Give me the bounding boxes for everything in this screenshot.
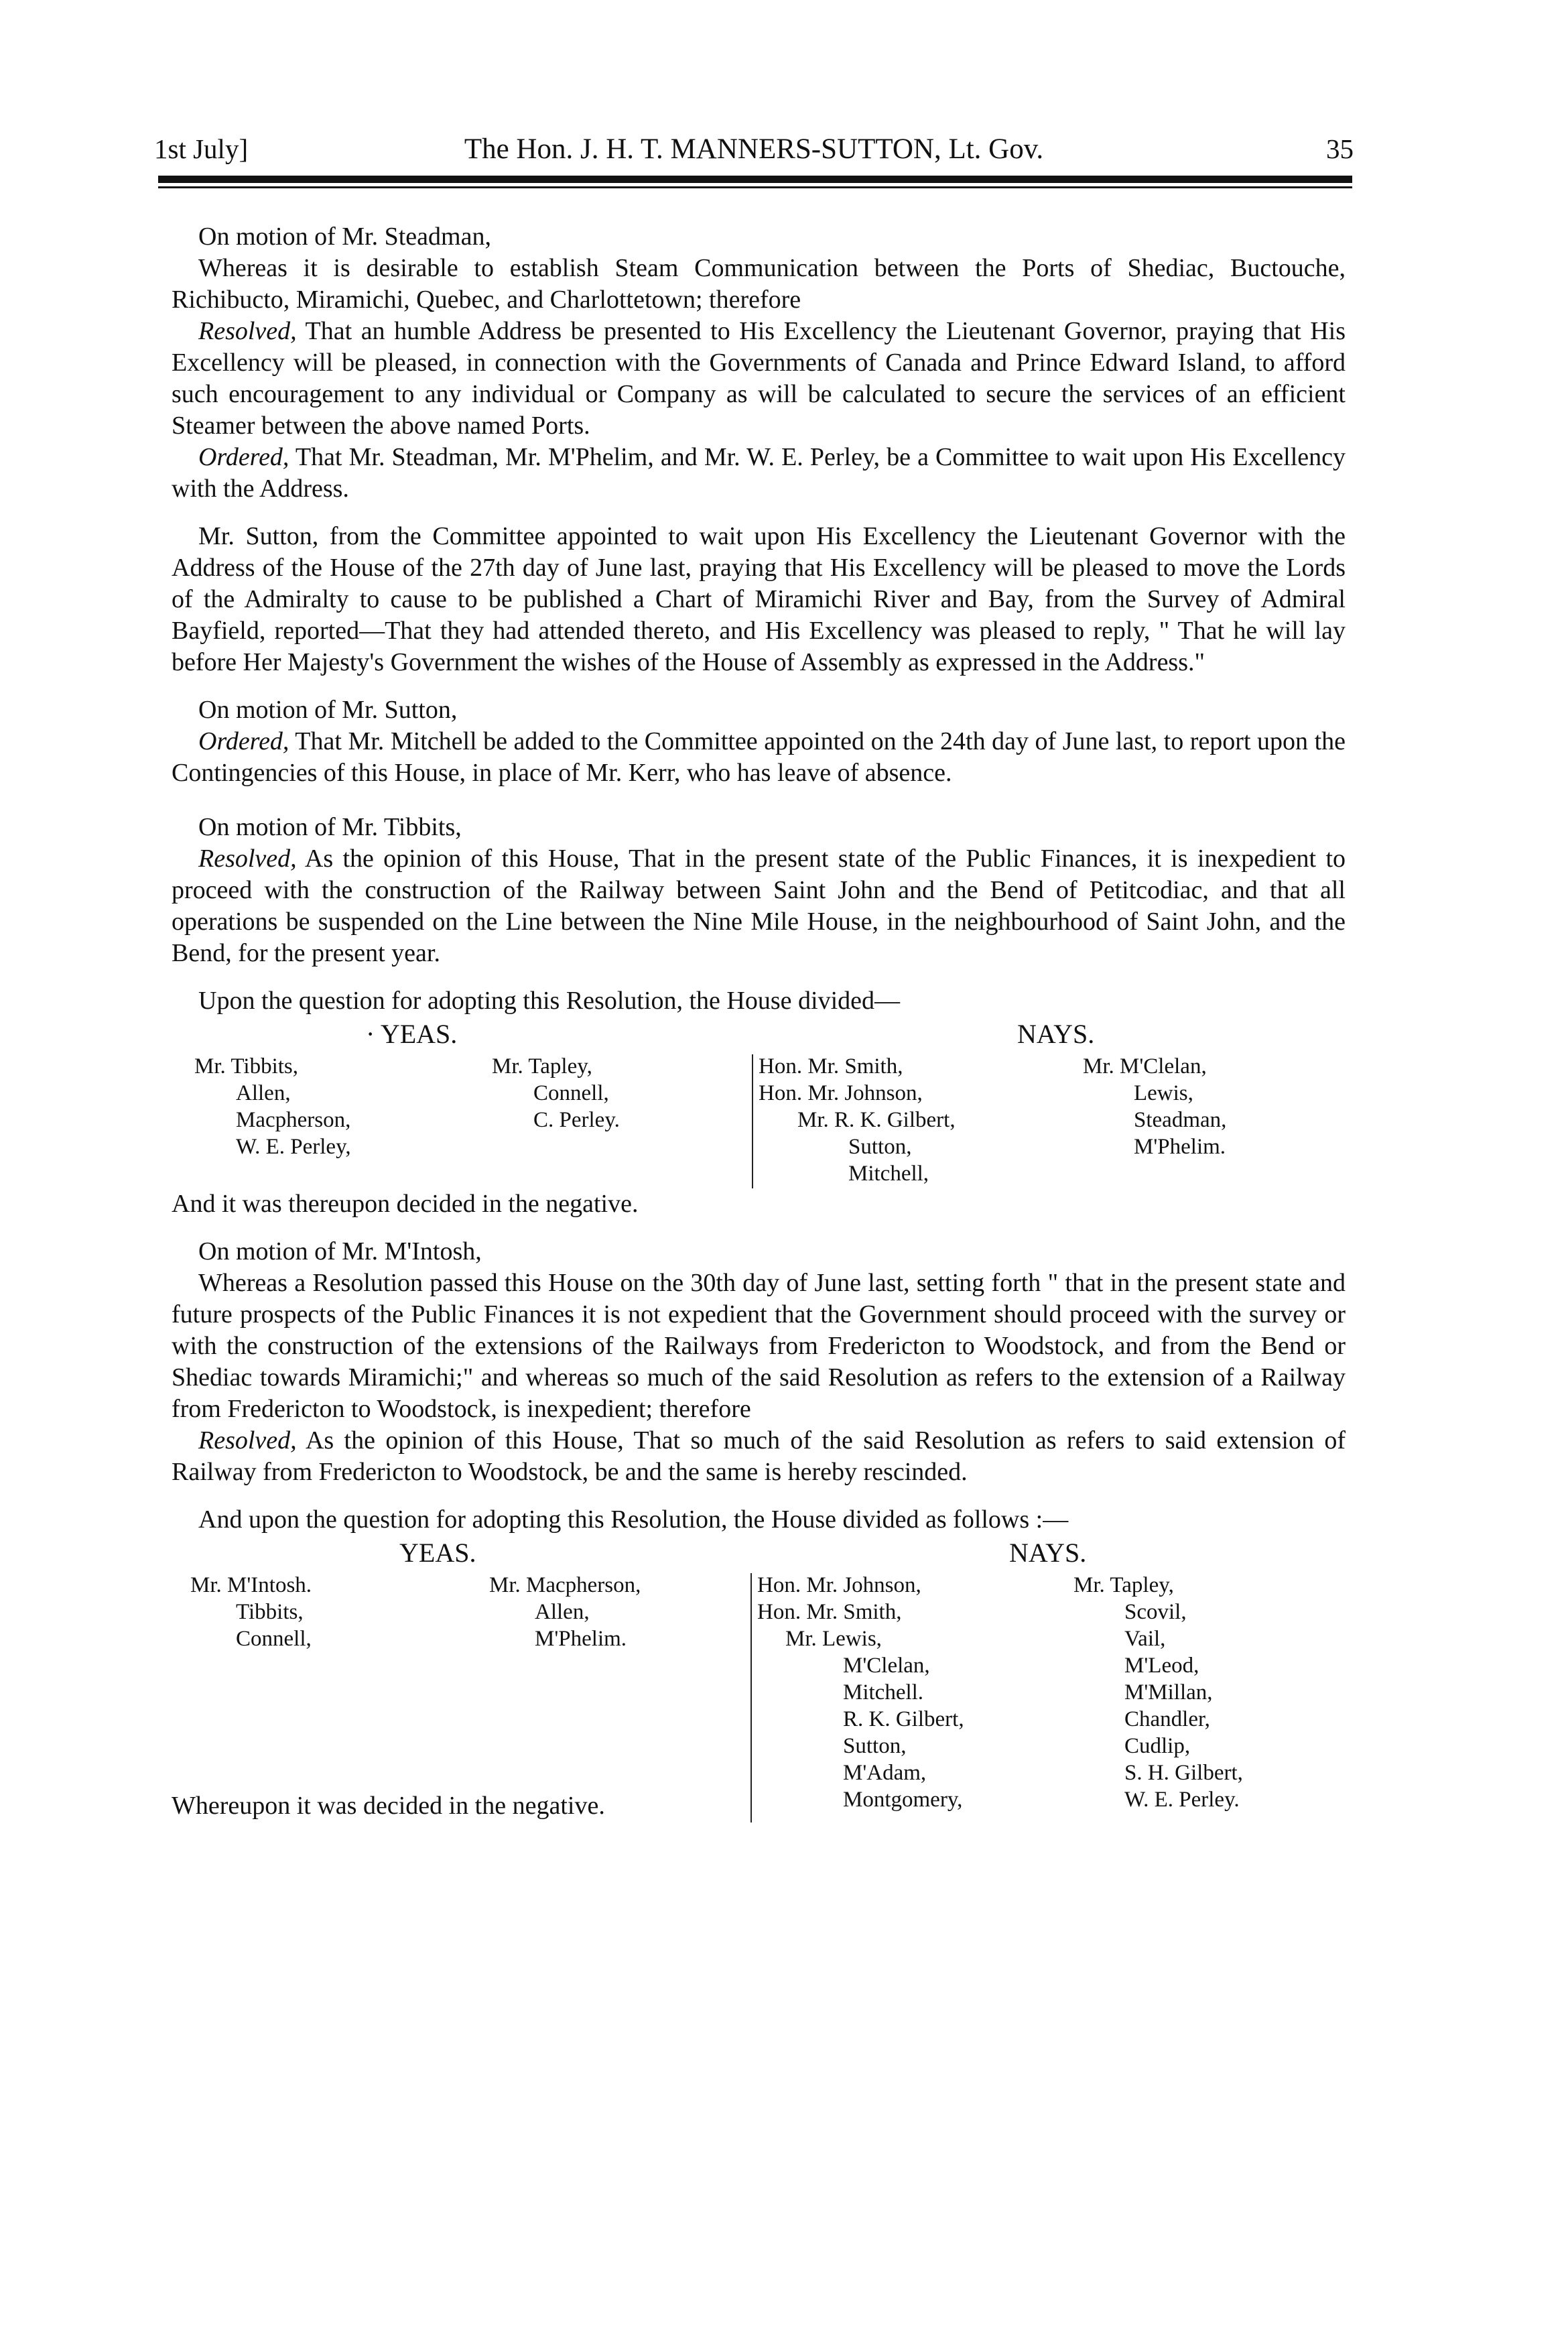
ordered-label: Ordered, xyxy=(198,443,289,471)
member-name: Mr. M'Intosh. xyxy=(190,1573,312,1597)
header-date: 1st July] xyxy=(154,133,249,164)
resolved-label: Resolved, xyxy=(198,845,297,873)
member-name: S. H. Gilbert, xyxy=(1124,1761,1243,1785)
member-name: Steadman, xyxy=(1134,1108,1227,1132)
paragraph: Resolved, That an humble Address be presented to His Excellency the Lieutenant Governor, praying that His Excellency will be pleased, in connection with the Governments of Canada and Prince Edward Island, to afford such encouragement to any individual or Company as will be calculated to secure the services of an efficient Steamer between the above named Ports. xyxy=(172,317,1346,440)
member-name: Hon. Mr. Johnson, xyxy=(759,1081,923,1105)
nays-column xyxy=(759,1053,956,1187)
nays-heading: NAYS. xyxy=(1017,1019,1095,1049)
member-name: Macpherson, xyxy=(236,1108,351,1132)
member-name: Cudlip, xyxy=(1124,1734,1191,1758)
member-name: Hon. Mr. Smith, xyxy=(759,1054,903,1078)
member-name: Chandler, xyxy=(1124,1707,1210,1731)
yeas-heading: · YEAS. xyxy=(366,1019,458,1049)
member-name: Mr. Macpherson, xyxy=(489,1573,641,1597)
member-name: M'Leod, xyxy=(1124,1654,1199,1678)
member-name: Hon. Mr. Johnson, xyxy=(757,1573,921,1597)
yeas-column xyxy=(190,1572,312,1652)
member-name: Allen, xyxy=(236,1081,291,1105)
ordered-label: Ordered, xyxy=(198,727,289,755)
resolved-label: Resolved, xyxy=(198,1426,297,1454)
header-rule-thick xyxy=(158,176,1352,183)
member-name: Hon. Mr. Smith, xyxy=(757,1600,902,1624)
member-name: Tibbits, xyxy=(236,1600,304,1624)
division-table xyxy=(172,1540,1346,1820)
nays-column xyxy=(1073,1572,1243,1813)
header-rule-thin xyxy=(158,186,1352,188)
member-name: Mr. Tapley, xyxy=(1073,1573,1174,1597)
member-name: Mr. Tibbits, xyxy=(194,1054,299,1078)
paragraph: And upon the question for adopting this Resolution, the House divided as follows :— xyxy=(198,1505,1069,1534)
member-name: Montgomery, xyxy=(843,1788,963,1812)
member-name: Connell, xyxy=(236,1627,312,1651)
member-name: Allen, xyxy=(535,1600,590,1624)
member-name: Sutton, xyxy=(843,1734,907,1758)
running-header xyxy=(154,133,1354,173)
yeas-heading: YEAS. xyxy=(399,1538,476,1568)
member-name: Mitchell, xyxy=(848,1162,929,1186)
yeas-column xyxy=(492,1053,620,1133)
yeas-column xyxy=(489,1572,641,1652)
member-name: Mr. Lewis, xyxy=(785,1627,882,1651)
paragraph: On motion of Mr. M'Intosh, xyxy=(198,1237,482,1265)
paragraph: Whereas it is desirable to establish Steam Communication between the Ports of Shediac, Buctouche, Richibucto, Miramichi, Quebec, and Charlottetown; therefore xyxy=(172,254,1346,314)
nays-column xyxy=(757,1572,964,1813)
member-name: W. E. Perley. xyxy=(1124,1788,1240,1812)
nays-heading: NAYS. xyxy=(1009,1538,1087,1568)
page-body xyxy=(172,221,1346,1822)
member-name: C. Perley. xyxy=(533,1108,620,1132)
member-name: M'Phelim. xyxy=(1134,1135,1226,1159)
resolved-label: Resolved, xyxy=(198,317,297,345)
member-name: Mr. Tapley, xyxy=(492,1054,592,1078)
member-name: Lewis, xyxy=(1134,1081,1193,1105)
paragraph: On motion of Mr. Steadman, xyxy=(198,223,491,251)
division-table xyxy=(172,1021,1346,1192)
paragraph: Ordered, That Mr. Steadman, Mr. M'Phelim, and Mr. W. E. Perley, be a Committee to wait upon His Excellency with the Address. xyxy=(172,443,1346,503)
paragraph: Upon the question for adopting this Resolution, the House divided— xyxy=(198,987,901,1015)
paragraph: On motion of Mr. Tibbits, xyxy=(198,813,462,841)
member-name: M'Phelim. xyxy=(535,1627,627,1651)
member-name: R. K. Gilbert, xyxy=(843,1707,964,1731)
paragraph: Whereupon it was decided in the negative. xyxy=(172,1792,605,1820)
member-name: Mr. M'Clelan, xyxy=(1083,1054,1207,1078)
paragraph: And it was thereupon decided in the negative. xyxy=(172,1190,639,1218)
column-divider xyxy=(752,1054,753,1188)
nays-column xyxy=(1083,1053,1226,1160)
yeas-column xyxy=(194,1053,351,1160)
paragraph: Resolved, As the opinion of this House, That so much of the said Resolution as refers to said extension of Railway from Fredericton to Woodstock, be and the same is hereby rescinded. xyxy=(172,1426,1346,1486)
member-name: Connell, xyxy=(533,1081,609,1105)
member-name: M'Millan, xyxy=(1124,1680,1213,1705)
header-title: The Hon. J. H. T. MANNERS-SUTTON, Lt. Gov. xyxy=(464,133,1044,165)
member-name: M'Adam, xyxy=(843,1761,927,1785)
paragraph: Mr. Sutton, from the Committee appointed to wait upon His Excellency the Lieutenant Governor with the Address of the House of the 27th day of June last, praying that His Excellency will be pleased to move the Lords of the Admiralty to cause to be published a Chart of Miramichi River and Bay, from the Survey of Admiral Bayfield, reported—That they had attended thereto, and His Excellency was pleased to reply, " That he will lay before Her Majesty's Government the wishes of the House of Assembly as expressed in the Address." xyxy=(172,522,1346,676)
member-name: Mitchell. xyxy=(843,1680,924,1705)
page-number: 35 xyxy=(1326,133,1354,164)
member-name: Vail, xyxy=(1124,1627,1166,1651)
member-name: Scovil, xyxy=(1124,1600,1187,1624)
column-divider xyxy=(750,1573,752,1822)
member-name: M'Clelan, xyxy=(843,1654,930,1678)
paragraph: On motion of Mr. Sutton, xyxy=(198,696,458,724)
paragraph: Whereas a Resolution passed this House on the 30th day of June last, setting forth " that in the present state and future prospects of the Public Finances it is not expedient that the Government should proceed with the survey or with the construction of the extensions of the Railways from Fredericton to Woodstock, and from the Bend or Shediac towards Miramichi;" and whereas so much of the said Resolution as refers to the extension of a Railway from Fredericton to Woodstock, is inexpedient; therefore xyxy=(172,1269,1346,1423)
paragraph: Ordered, That Mr. Mitchell be added to the Committee appointed on the 24th day of June last, to report upon the Contingencies of this House, in place of Mr. Kerr, who has leave of absence. xyxy=(172,727,1346,787)
member-name: Sutton, xyxy=(848,1135,912,1159)
member-name: W. E. Perley, xyxy=(236,1135,351,1159)
paragraph: Resolved, As the opinion of this House, That in the present state of the Public Finances, it is inexpedient to proceed with the construction of the Railway between Saint John and the Bend of Petitcodiac, and that all operations be suspended on the Line between the Nine Mile House, in the neighbourhood of Saint John, and the Bend, for the present year. xyxy=(172,845,1346,967)
member-name: Mr. R. K. Gilbert, xyxy=(797,1108,956,1132)
